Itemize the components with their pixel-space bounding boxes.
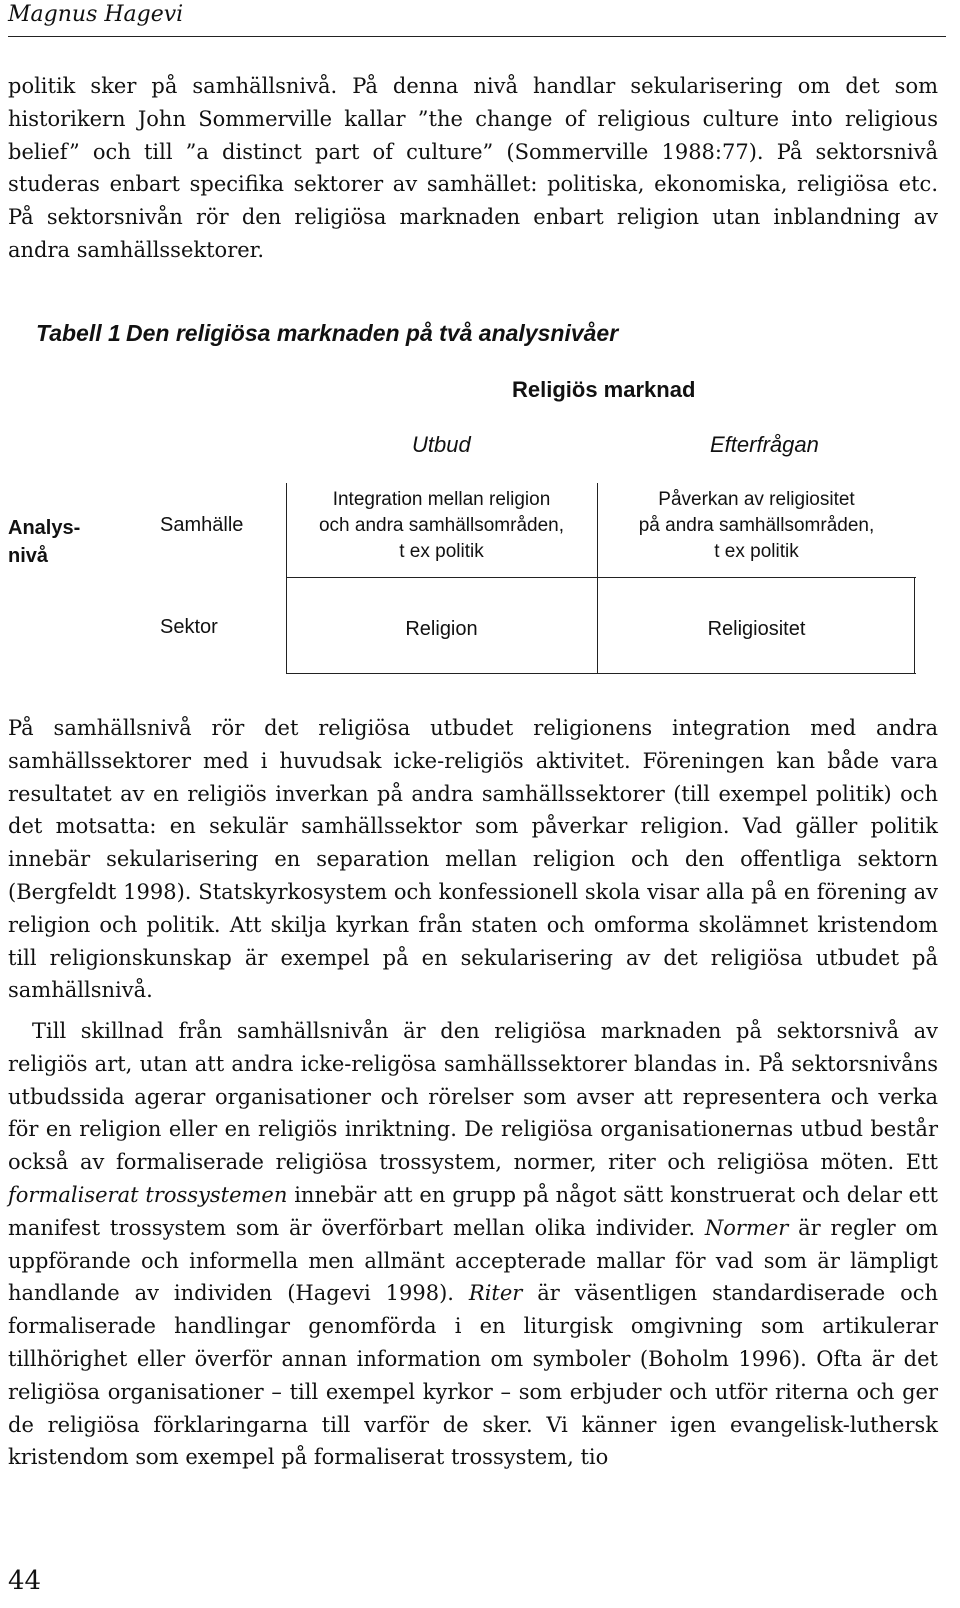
term-normer: Normer [704,1215,789,1240]
cell-samhalle-utbud [288,487,595,565]
cell-line: t ex politik [714,541,799,562]
row-axis-label [8,514,80,570]
term-formaliserat-trossystemen: formaliserat trossystemen [8,1182,288,1207]
col-header-utbud: Utbud [412,432,471,457]
running-head: Magnus Hagevi [8,2,184,27]
body-paragraph-2 [8,1015,938,1474]
cell-line: t ex politik [399,541,484,562]
term-riter: Riter [468,1281,523,1306]
intro-paragraph: politik sker på samhällsnivå. På denna nivå handlar sekularisering om det som historikern John Sommerville kallar ”the change of religious culture into religious belief” och till ”a distinct part of culture” (Sommerville 1988:77). På sektorsnivå studeras enbart specifika sektorer av samhället: politiska, ekonomiska, religiösa etc. På sektorsnivån rör den religiösa marknaden enbart religion utan inblandning av andra samhällssektorer. [8,74,938,262]
col-header-efterfragan: Efterfrågan [710,432,819,457]
body-paragraph-1: På samhällsnivå rör det religiösa utbudet religionens integration med andra samhällssektorer med i huvudsak icke-religiös aktivitet. Föreningen kan både vara resultatet av en religiös inverkan på andra samhällssektorer (till exempel politik) och det motsatta: en sekulär samhällssektor som påverkar religion. Vad gäller politik innebär sekularisering en separation mellan religion och den offentliga sektorn (Bergfeldt 1998). Statskyrkosystem och konfessionell skola visar alla på en förening av religion och politik. Att skilja kyrkan från staten och omforma skolämnet kristendom till religionskunskap är exempel på en sekularisering av det religiösa utbudet på samhällsnivå. [8,716,938,1003]
cell-line: Påverkan av religiositet [658,489,855,510]
row-axis-label-line1: Analys- [8,517,81,539]
table-divider-horizontal [286,577,916,578]
text-run: är regler om uppförande och informella men allmänt accepterade mallar för vad som är lämpligt handlande av individen (Hagevi 1998). [8,1215,939,1306]
table-top-header: Religiös marknad [512,377,696,402]
header-rule [8,36,946,37]
row-axis-label-line2: nivå [8,545,49,567]
text-run: innebär att en grupp på något sätt konstruerat och delar ett manifest trossystem som är överförbart mellan olika individer. [8,1182,938,1240]
cell-sektor-utbud: Religion [405,618,478,640]
cell-line: på andra samhällsområden, [638,515,875,536]
row-label-sektor: Sektor [160,616,218,638]
cell-sektor-efterfragan: Religiositet [707,618,806,640]
cell-line: och andra samhällsområden, [318,515,565,536]
table-border-right [914,577,915,673]
table-title: Den religiösa marknaden på två analysnivåer [126,320,619,346]
table-caption [36,320,618,347]
cell-line: Integration mellan religion [332,489,551,510]
row-label-samhalle: Samhälle [160,514,244,536]
cell-samhalle-efterfragan [600,487,913,565]
table-divider-vertical [597,483,598,673]
table-number: Tabell 1 [36,320,121,346]
text-run: är väsentligen standardiserade och formaliserade handlingar genomförda i en liturgisk omgivning som artikulerar tillhörighet eller överför annan information om symboler (Boholm 1996). Ofta är det religiösa organisationer – till exempel kyrkor – som erbjuder och utför riterna och ger de religiösa förklaringarna till varför de sker. Vi känner igen evangelisk-luthersk kristendom som exempel på formaliserat trossystem, tio [8,1281,939,1470]
page-number: 44 [8,1566,42,1596]
table-border-left [286,483,287,673]
table-border-bottom [286,673,916,674]
text-run: Till skillnad från samhällsnivån är den religiösa marknaden på sektorsnivå av religiös art, utan att andra icke-religösa samhällssektorer blandas in. På sektorsnivåns utbudssida agerar organisationer och rörelser som avser att representera och verka för en religion eller en religiös inriktning. De religiösa organisationernas utbud består också av formaliserade religiösa trossystem, normer, riter och religiösa möten. Ett [8,1019,938,1175]
